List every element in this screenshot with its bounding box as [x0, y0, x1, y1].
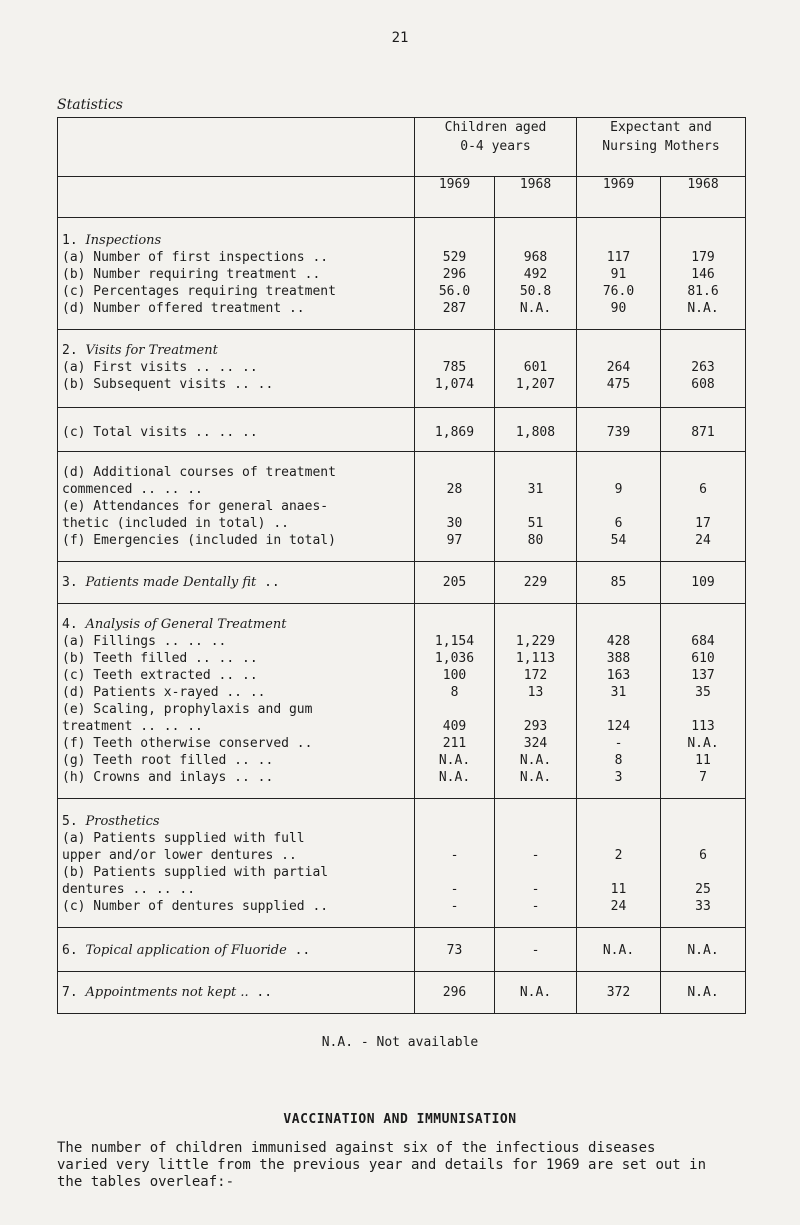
spacer: [577, 616, 660, 633]
header-blank: [58, 118, 415, 177]
cell-value: -: [531, 899, 540, 914]
value-cell: [495, 604, 577, 799]
cell-value: N.A.: [438, 753, 471, 768]
cell-value: 81.6: [687, 284, 719, 299]
row-label-cell: [58, 330, 415, 408]
body-line: the tables overleaf:-: [57, 1174, 235, 1190]
cell-value: 324: [523, 736, 548, 751]
cell-value: 35: [695, 685, 711, 700]
spacer: [415, 830, 494, 847]
value-cell: [415, 972, 495, 1014]
cell-value: -: [531, 943, 540, 958]
cell-value: N.A.: [519, 301, 552, 316]
table-section: [58, 408, 746, 452]
cell-value: N.A.: [602, 943, 635, 958]
value-cell: [661, 330, 746, 408]
cell-value: 1,036: [434, 651, 475, 666]
header-mothers-line1: Expectant and: [610, 120, 712, 135]
value-cell: [661, 604, 746, 799]
cell-value: 30: [446, 516, 463, 531]
cell-value: 6: [614, 516, 623, 531]
cell-value: -: [531, 848, 540, 863]
spacer: [577, 232, 660, 249]
cell-value: 13: [527, 685, 544, 700]
spacer: [577, 830, 660, 847]
row-label: (h) Crowns and inlays .. ..: [62, 770, 274, 785]
body-line: The number of children immunised against six of the infectious diseases: [57, 1140, 656, 1156]
value-cell: [577, 799, 661, 928]
cell-value: -: [450, 882, 459, 897]
value-cell: [661, 452, 746, 562]
spacer: [495, 830, 576, 847]
cell-value: 163: [606, 668, 631, 683]
cell-value: 25: [695, 882, 711, 897]
value-cell: [415, 799, 495, 928]
table-section: [58, 218, 746, 330]
cell-value: 100: [442, 668, 467, 683]
cell-value: 113: [691, 719, 715, 734]
section-title: 2. Visits for Treatment: [62, 343, 218, 358]
cell-value: 1,074: [434, 377, 475, 392]
cell-value: 31: [527, 482, 544, 497]
row-label-cell: [58, 452, 415, 562]
header-blank-2: [58, 177, 415, 218]
cell-value: 117: [606, 250, 631, 265]
cell-value: 28: [446, 482, 463, 497]
cell-value: 1,154: [434, 634, 475, 649]
row-label: 3. Patients made Dentally fit ..: [62, 575, 280, 590]
row-label: (d) Number offered treatment ..: [62, 301, 305, 316]
value-cell: [661, 928, 746, 972]
value-cell: [415, 218, 495, 330]
cell-value: N.A.: [519, 985, 552, 1000]
spacer: [661, 864, 745, 881]
row-label: upper and/or lower dentures ..: [62, 848, 297, 863]
cell-value: 608: [691, 377, 715, 392]
row-label: (b) Patients supplied with partial: [62, 865, 329, 880]
row-label-cell: [58, 604, 415, 799]
cell-value: -: [450, 848, 459, 863]
spacer: [661, 813, 745, 830]
spacer: [495, 342, 576, 359]
cell-value: 73: [446, 943, 463, 958]
cell-value: 601: [523, 360, 548, 375]
spacer: [577, 864, 660, 881]
cell-value: 76.0: [602, 284, 635, 299]
cell-value: 6: [699, 482, 707, 497]
cell-value: 9: [614, 482, 623, 497]
spacer: [577, 464, 660, 481]
value-cell: [661, 562, 746, 604]
year-header: 1969: [577, 177, 661, 218]
row-label-cell: [58, 562, 415, 604]
cell-value: 492: [523, 267, 548, 282]
row-label: (g) Teeth root filled .. ..: [62, 753, 274, 768]
spacer: [495, 701, 576, 718]
cell-value: 56.0: [438, 284, 471, 299]
table-section: [58, 330, 746, 408]
cell-value: N.A.: [438, 770, 471, 785]
cell-value: 529: [442, 250, 467, 265]
section-title: 1. Inspections: [62, 233, 162, 248]
cell-value: 475: [606, 377, 631, 392]
value-cell: [415, 330, 495, 408]
row-label: (e) Scaling, prophylaxis and gum: [62, 702, 313, 717]
year-header: 1969: [415, 177, 495, 218]
year-header: 1968: [661, 177, 746, 218]
vaccination-heading: VACCINATION AND IMMUNISATION: [283, 1112, 517, 1127]
cell-value: N.A.: [687, 301, 719, 316]
row-label: (c) Number of dentures supplied ..: [62, 899, 329, 914]
cell-value: 2: [614, 848, 623, 863]
cell-value: -: [614, 736, 623, 751]
cell-value: -: [450, 899, 459, 914]
cell-value: 388: [606, 651, 631, 666]
spacer: [415, 813, 494, 830]
cell-value: 293: [523, 719, 548, 734]
cell-value: 8: [450, 685, 459, 700]
cell-value: 409: [442, 719, 467, 734]
table-section: [58, 799, 746, 928]
row-label: 7. Appointments not kept .. ..: [62, 985, 273, 1000]
cell-value: 11: [610, 882, 627, 897]
spacer: [415, 464, 494, 481]
cell-value: 428: [606, 634, 631, 649]
cell-value: 871: [691, 425, 715, 440]
spacer: [495, 232, 576, 249]
cell-value: 1,207: [515, 377, 556, 392]
value-cell: [495, 408, 577, 452]
cell-value: 97: [446, 533, 463, 548]
year-header: 1968: [495, 177, 577, 218]
row-label: (c) Total visits .. .. ..: [62, 425, 258, 440]
body-paragraph: [57, 1140, 757, 1191]
cell-value: 109: [691, 575, 715, 590]
value-cell: [577, 562, 661, 604]
spacer: [661, 701, 745, 718]
spacer: [415, 616, 494, 633]
value-cell: [577, 972, 661, 1014]
value-cell: [661, 799, 746, 928]
table-section: [58, 452, 746, 562]
cell-value: 1,808: [515, 425, 556, 440]
row-label: 6. Topical application of Fluoride ..: [62, 943, 311, 958]
spacer: [495, 616, 576, 633]
cell-value: 54: [610, 533, 627, 548]
cell-value: 17: [695, 516, 711, 531]
value-cell: [495, 972, 577, 1014]
cell-value: 137: [691, 668, 715, 683]
cell-value: 33: [695, 899, 711, 914]
cell-value: 24: [610, 899, 627, 914]
value-cell: [415, 604, 495, 799]
spacer: [661, 616, 745, 633]
value-cell: [495, 799, 577, 928]
row-label-cell: [58, 972, 415, 1014]
spacer: [661, 232, 745, 249]
spacer: [661, 830, 745, 847]
cell-value: 1,869: [434, 425, 475, 440]
table-section: [58, 928, 746, 972]
cell-value: 1,229: [515, 634, 556, 649]
cell-value: 85: [610, 575, 627, 590]
cell-value: 172: [523, 668, 548, 683]
value-cell: [577, 330, 661, 408]
header-mothers-line2: Nursing Mothers: [602, 139, 720, 154]
row-label: (b) Number requiring treatment ..: [62, 267, 321, 282]
page-number: 21: [391, 30, 409, 46]
row-label: (d) Patients x-rayed .. ..: [62, 685, 266, 700]
cell-value: 610: [691, 651, 715, 666]
row-label: (a) Number of first inspections ..: [62, 250, 329, 265]
cell-value: -: [531, 882, 540, 897]
cell-value: 91: [610, 267, 627, 282]
cell-value: 264: [606, 360, 631, 375]
row-label: (f) Emergencies (included in total): [62, 533, 336, 548]
cell-value: 211: [442, 736, 467, 751]
value-cell: [495, 452, 577, 562]
row-label-cell: [58, 799, 415, 928]
value-cell: [577, 604, 661, 799]
section-title: 4. Analysis of General Treatment: [62, 617, 287, 632]
row-label: (b) Subsequent visits .. ..: [62, 377, 274, 392]
table-section: [58, 604, 746, 799]
cell-value: 6: [699, 848, 707, 863]
row-label: (d) Additional courses of treatment: [62, 465, 336, 480]
value-cell: [661, 218, 746, 330]
spacer: [495, 498, 576, 515]
cell-value: 684: [691, 634, 715, 649]
value-cell: [495, 218, 577, 330]
cell-value: 146: [691, 267, 715, 282]
cell-value: 7: [699, 770, 707, 785]
row-label: (a) Patients supplied with full: [62, 831, 305, 846]
value-cell: [661, 408, 746, 452]
spacer: [415, 864, 494, 881]
cell-value: 31: [610, 685, 627, 700]
value-cell: [577, 218, 661, 330]
spacer: [661, 498, 745, 515]
spacer: [661, 464, 745, 481]
row-label: treatment .. .. ..: [62, 719, 203, 734]
cell-value: 287: [442, 301, 467, 316]
value-cell: [415, 928, 495, 972]
value-cell: [661, 972, 746, 1014]
spacer: [495, 864, 576, 881]
dental-statistics-table: [57, 117, 746, 1014]
spacer: [577, 813, 660, 830]
cell-value: 785: [442, 360, 467, 375]
spacer: [495, 813, 576, 830]
value-cell: [495, 330, 577, 408]
header-children: [415, 118, 577, 177]
spacer: [577, 701, 660, 718]
cell-value: N.A.: [687, 985, 719, 1000]
row-label: (a) First visits .. .. ..: [62, 360, 258, 375]
cell-value: 51: [527, 516, 544, 531]
cell-value: 205: [442, 575, 467, 590]
row-label: (f) Teeth otherwise conserved ..: [62, 736, 313, 751]
cell-value: 968: [523, 250, 548, 265]
header-children-line1: Children aged: [444, 120, 547, 135]
cell-value: 124: [606, 719, 631, 734]
spacer: [577, 342, 660, 359]
cell-value: 263: [691, 360, 715, 375]
spacer: [415, 342, 494, 359]
cell-value: 229: [523, 575, 548, 590]
header-children-line2: 0-4 years: [460, 139, 531, 154]
section-title: 5. Prosthetics: [62, 814, 160, 829]
spacer: [661, 342, 745, 359]
value-cell: [577, 928, 661, 972]
cell-value: 90: [610, 301, 627, 316]
cell-value: 50.8: [519, 284, 552, 299]
footnote: N.A. - Not available: [321, 1035, 479, 1050]
row-label: (b) Teeth filled .. .. ..: [62, 651, 258, 666]
cell-value: 24: [695, 533, 711, 548]
spacer: [415, 498, 494, 515]
value-cell: [415, 408, 495, 452]
row-label: commenced .. .. ..: [62, 482, 203, 497]
row-label: (c) Teeth extracted .. ..: [62, 668, 258, 683]
spacer: [415, 232, 494, 249]
row-label-cell: [58, 928, 415, 972]
cell-value: 11: [695, 753, 711, 768]
cell-value: 296: [442, 267, 467, 282]
row-label: (c) Percentages requiring treatment: [62, 284, 336, 299]
row-label: thetic (included in total) ..: [62, 516, 289, 531]
cell-value: 3: [614, 770, 623, 785]
header-mothers: [577, 118, 746, 177]
value-cell: [495, 562, 577, 604]
statistics-label: Statistics: [57, 97, 123, 113]
cell-value: 8: [614, 753, 623, 768]
cell-value: N.A.: [687, 736, 719, 751]
row-label-cell: [58, 218, 415, 330]
body-line: varied very little from the previous year and details for 1969 are set out in: [57, 1157, 707, 1173]
value-cell: [415, 562, 495, 604]
cell-value: 179: [691, 250, 715, 265]
spacer: [495, 464, 576, 481]
cell-value: 296: [442, 985, 467, 1000]
cell-value: N.A.: [687, 943, 719, 958]
value-cell: [415, 452, 495, 562]
cell-value: 739: [606, 425, 631, 440]
row-label: dentures .. .. ..: [62, 882, 196, 897]
value-cell: [495, 928, 577, 972]
spacer: [415, 701, 494, 718]
row-label: (a) Fillings .. .. ..: [62, 634, 227, 649]
row-label-cell: [58, 408, 415, 452]
spacer: [577, 498, 660, 515]
row-label: (e) Attendances for general anaes-: [62, 499, 329, 514]
cell-value: 372: [606, 985, 631, 1000]
cell-value: 80: [527, 533, 544, 548]
value-cell: [577, 452, 661, 562]
table-section: [58, 562, 746, 604]
cell-value: 1,113: [515, 651, 556, 666]
table-section: [58, 972, 746, 1014]
value-cell: [577, 408, 661, 452]
cell-value: N.A.: [519, 770, 552, 785]
cell-value: N.A.: [519, 753, 552, 768]
